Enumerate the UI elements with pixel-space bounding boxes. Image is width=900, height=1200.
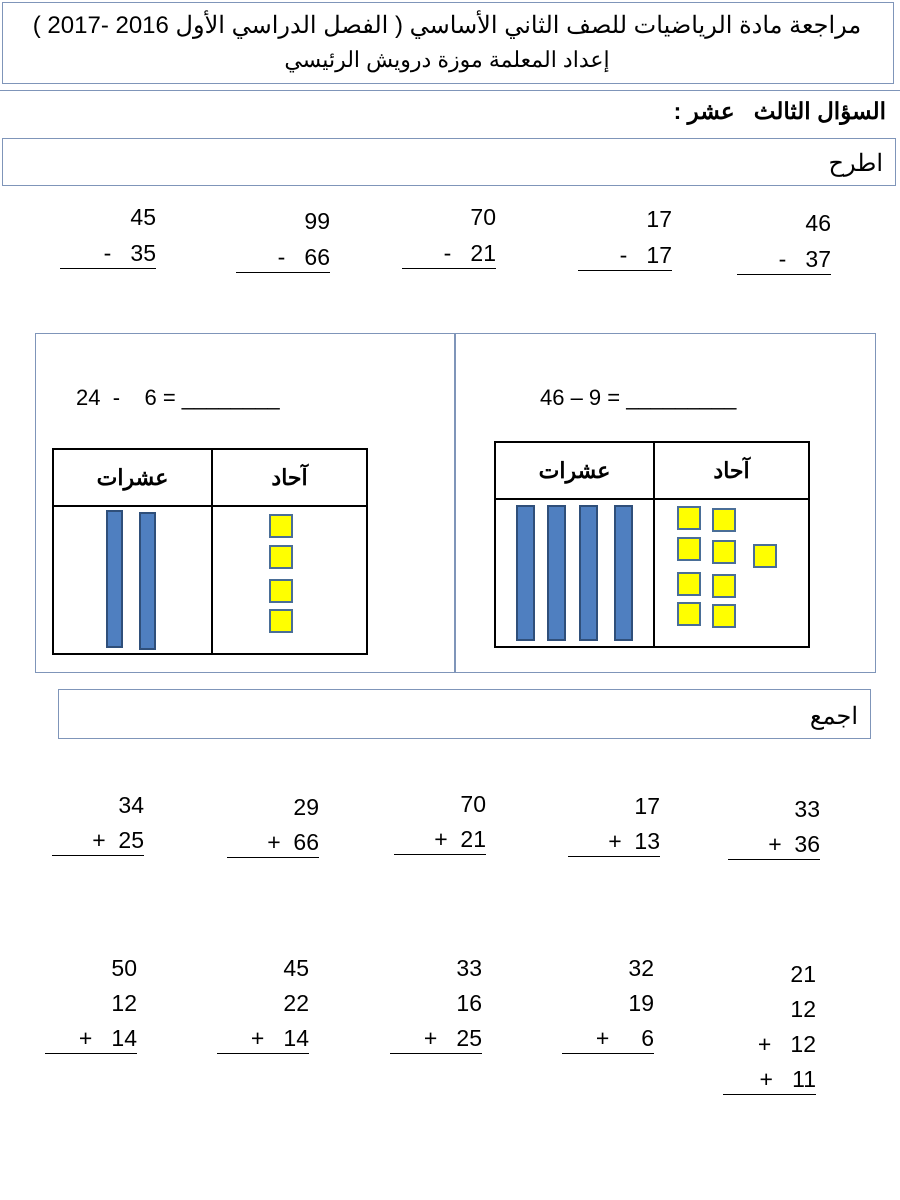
ten-rod (516, 505, 535, 641)
problem-bottom: + 25 (92, 827, 144, 853)
ten-rod (106, 510, 123, 648)
problem-bottom: + 66 (267, 829, 319, 855)
problem-bottom: - 21 (443, 240, 496, 266)
problem-bottom: - 35 (103, 240, 156, 266)
one-cube (677, 537, 701, 561)
add-problem (728, 798, 820, 860)
add-problem (45, 957, 137, 1054)
problem-bottom: - 37 (778, 246, 831, 272)
answer-line[interactable] (60, 268, 156, 269)
problem-line: + 14 (78, 1025, 137, 1051)
question-title: السؤال الثالث عشر : (673, 98, 886, 124)
place-value-table-left (52, 448, 368, 655)
add-problem (227, 796, 319, 858)
add-problem (562, 957, 654, 1054)
one-cube (269, 579, 293, 603)
answer-line[interactable] (728, 859, 820, 860)
answer-line[interactable] (45, 1053, 137, 1054)
one-cube (269, 514, 293, 538)
subtract-label: اطرح (828, 150, 883, 177)
ten-rod (139, 512, 156, 650)
divider (0, 90, 900, 91)
one-cube (677, 572, 701, 596)
answer-line[interactable] (236, 272, 330, 273)
add-problem (52, 794, 144, 856)
problem-bottom: + 21 (434, 826, 486, 852)
add-problem (568, 795, 660, 857)
problem-line: + 12 (757, 1031, 816, 1057)
problem-line: 32 (628, 955, 654, 981)
add-banner (58, 689, 871, 739)
answer-line[interactable] (227, 857, 319, 858)
problem-bottom: - 17 (619, 242, 672, 268)
tens-header: عشرات (53, 449, 212, 506)
one-cube (712, 604, 736, 628)
problem-top: 99 (304, 208, 330, 234)
ten-rod (547, 505, 566, 641)
problem-bottom: + 13 (608, 828, 660, 854)
add-problem (723, 963, 816, 1095)
answer-line[interactable] (562, 1053, 654, 1054)
subtract-problem (60, 206, 156, 269)
one-cube (677, 506, 701, 530)
problem-line: + 25 (423, 1025, 482, 1051)
answer-line[interactable] (52, 855, 144, 856)
problem-bottom: + 36 (768, 831, 820, 857)
problem-line: + 11 (759, 1066, 816, 1092)
problem-top: 70 (460, 791, 486, 817)
subtract-banner (2, 138, 896, 186)
problem-line: 19 (628, 990, 654, 1016)
subtract-problem (578, 208, 672, 271)
answer-line[interactable] (390, 1053, 482, 1054)
one-cube (712, 508, 736, 532)
header-author: إعداد المعلمة موزة درويش الرئيسي (284, 47, 610, 72)
answer-line[interactable] (394, 854, 486, 855)
add-problem (394, 793, 486, 855)
add-problem (217, 957, 309, 1054)
problem-line: 21 (790, 961, 816, 987)
problem-top: 29 (293, 794, 319, 820)
problem-top: 17 (634, 793, 660, 819)
problem-top: 45 (130, 204, 156, 230)
problem-line: 12 (111, 990, 137, 1016)
header-title: مراجعة مادة الرياضيات للصف الثاني الأساسي ( الفصل الدراسي الأول 2016 -2017 ) (32, 12, 862, 39)
one-cube (269, 609, 293, 633)
problem-top: 70 (470, 204, 496, 230)
problem-top: 33 (794, 796, 820, 822)
answer-line[interactable] (402, 268, 496, 269)
subtract-problem (402, 206, 496, 269)
problem-line: 12 (790, 996, 816, 1022)
add-label: اجمع (809, 703, 858, 730)
problem-line: 45 (283, 955, 309, 981)
ones-header: آحاد (212, 449, 367, 506)
one-cube (712, 574, 736, 598)
one-cube (677, 602, 701, 626)
tens-cell (53, 506, 212, 654)
answer-line[interactable] (737, 274, 831, 275)
problem-line: + 14 (250, 1025, 309, 1051)
extra-cube (753, 544, 777, 568)
one-cube (712, 540, 736, 564)
problem-line: 33 (456, 955, 482, 981)
answer-line[interactable] (217, 1053, 309, 1054)
answer-line[interactable] (568, 856, 660, 857)
problem-line: 16 (456, 990, 482, 1016)
problem-top: 17 (646, 206, 672, 232)
add-problem (390, 957, 482, 1054)
answer-line[interactable] (723, 1094, 816, 1095)
tens-header: عشرات (495, 442, 654, 499)
problem-line: 50 (111, 955, 137, 981)
worksheet-header (2, 2, 894, 84)
one-cube (269, 545, 293, 569)
problem-bottom: - 66 (277, 244, 330, 270)
equation-right: 46 – 9 = _________ (540, 385, 737, 410)
problem-line: + 6 (595, 1025, 654, 1051)
subtract-problem (737, 212, 831, 275)
ten-rod (614, 505, 633, 641)
subtract-problem (236, 210, 330, 273)
answer-line[interactable] (578, 270, 672, 271)
problem-line: 22 (283, 990, 309, 1016)
problem-top: 46 (805, 210, 831, 236)
problem-top: 34 (118, 792, 144, 818)
equation-left: 24 - 6 = ________ (76, 385, 280, 410)
ten-rod (579, 505, 598, 641)
ones-header: آحاد (654, 442, 809, 499)
